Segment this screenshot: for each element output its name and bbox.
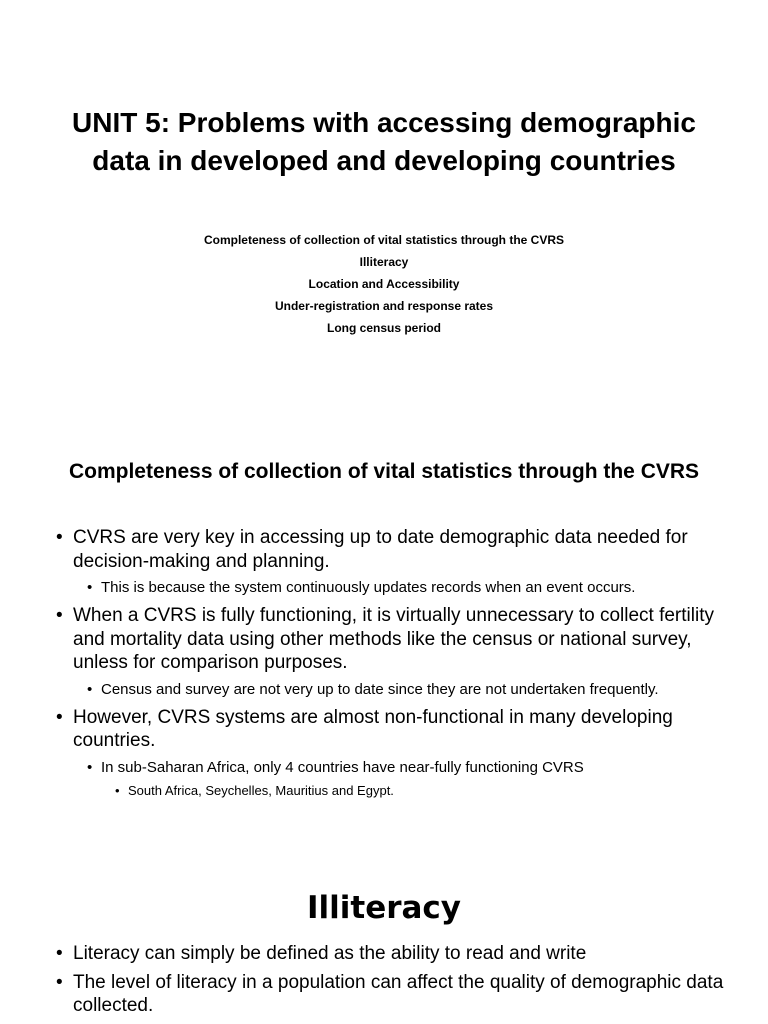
bullet-level-2: • Census and survey are not very up to date since they are not undertaken frequently.: [87, 680, 736, 700]
bullet-level-1: • However, CVRS systems are almost non-functional in many developing countries.: [56, 706, 736, 753]
slide-2-bullet-list: [56, 526, 736, 806]
topic-item: Illiteracy: [359, 255, 409, 269]
slide-1-title: UNIT 5: Problems with accessing demographic data in developed and developing countries: [72, 107, 696, 176]
topic-item: Under-registration and response rates: [274, 299, 494, 313]
bullet-level-1: • The level of literacy in a population can affect the quality of demographic data collected.: [56, 971, 736, 1018]
bullet-level-3: • South Africa, Seychelles, Mauritius and Egypt.: [115, 781, 736, 800]
bullet-level-1: • CVRS are very key in accessing up to date demographic data needed for decision-making and planning.: [56, 526, 736, 573]
bullet-level-1: • Literacy can simply be defined as the ability to read and write: [56, 942, 736, 966]
topic-item: Location and Accessibility: [308, 277, 460, 291]
slide-1: [0, 0, 768, 420]
bullet-level-1: • When a CVRS is fully functioning, it is virtually unnecessary to collect fertility and mortality data using other methods like the census or national survey, unless for comparison purposes.: [56, 604, 736, 675]
topic-item: Completeness of collection of vital statistics through the CVRS: [203, 233, 565, 247]
slide-3-title: Illiteracy: [306, 890, 462, 926]
slide-1-topic-list: [60, 229, 708, 339]
slide-2-title: Completeness of collection of vital statistics through the CVRS: [68, 460, 700, 483]
bullet-level-2: • In sub-Saharan Africa, only 4 countries have near-fully functioning CVRS: [87, 758, 736, 778]
slide-2: [0, 420, 768, 850]
slide-3-bullet-list: [56, 942, 736, 1023]
bullet-level-2: • This is because the system continuously updates records when an event occurs.: [87, 578, 736, 598]
topic-item: Long census period: [326, 321, 441, 335]
slide-3: [0, 850, 768, 1024]
